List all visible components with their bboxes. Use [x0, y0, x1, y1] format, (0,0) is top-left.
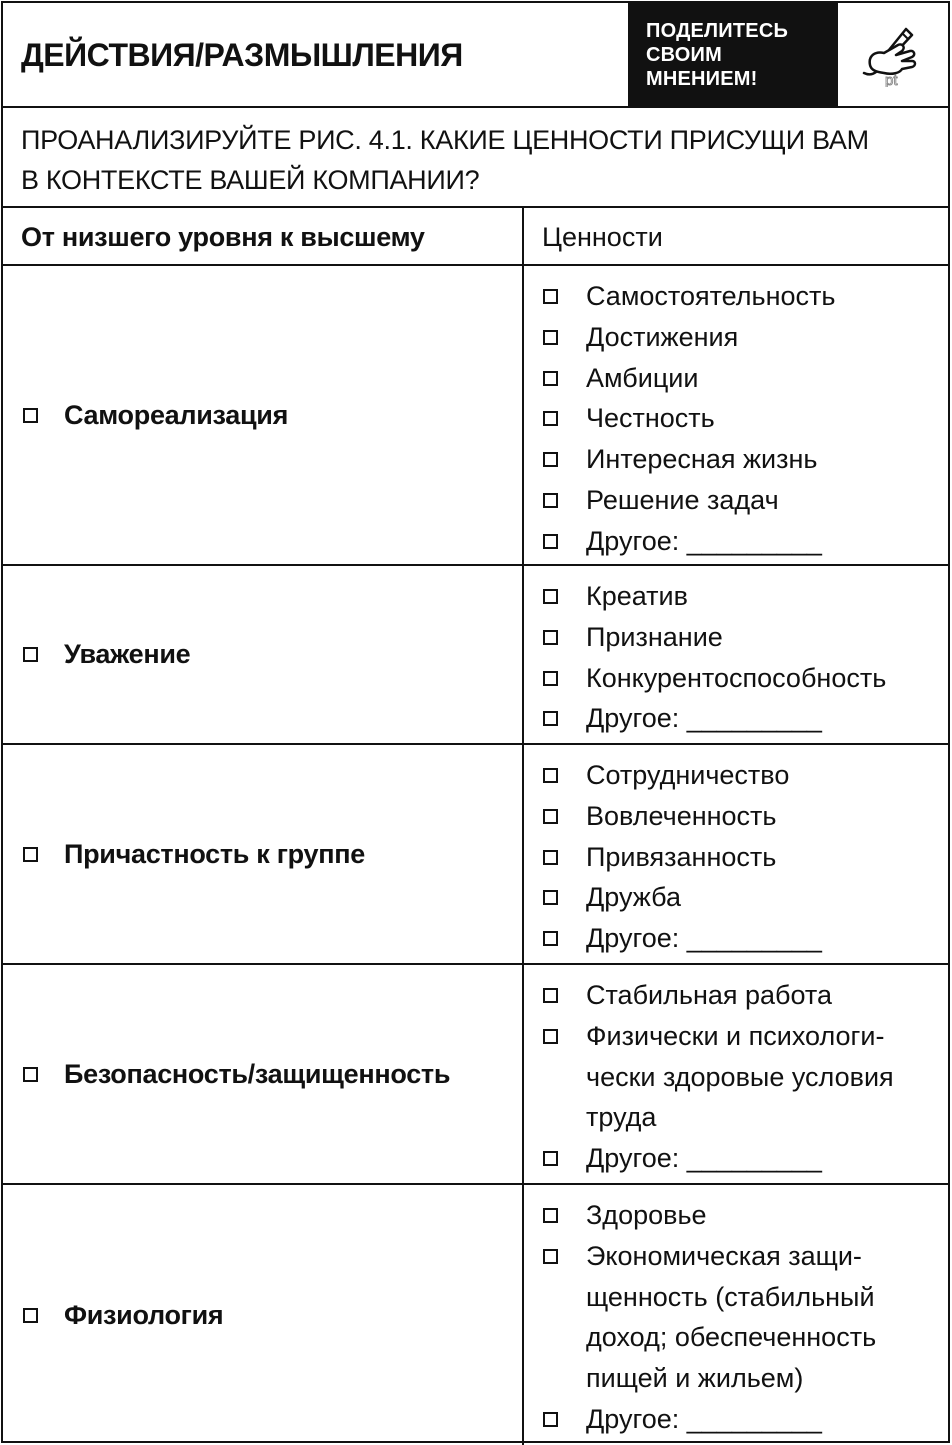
value-label: щенность (стабильный: [586, 1281, 875, 1312]
value-item: [524, 1016, 948, 1057]
level-cell: [3, 745, 522, 963]
value-item: [524, 317, 948, 358]
value-checkbox[interactable]: [543, 931, 558, 946]
value-item: [524, 439, 948, 480]
values-cell: [524, 576, 948, 739]
value-item: [524, 877, 948, 918]
value-label: Сотрудничество: [586, 760, 790, 790]
value-checkbox[interactable]: [543, 711, 558, 726]
value-checkbox[interactable]: [543, 330, 558, 345]
value-label: Привязанность: [586, 841, 777, 872]
values-cell: [524, 1195, 948, 1440]
value-label: Конкурентоспособность: [586, 662, 887, 693]
value-label: Достижения: [586, 321, 739, 352]
level-cell: [3, 566, 522, 743]
value-item: [524, 576, 948, 617]
value-checkbox[interactable]: [543, 534, 558, 549]
value-checkbox[interactable]: [543, 1208, 558, 1223]
level-label: Физиология: [64, 1299, 224, 1330]
table-row-belonging: [3, 745, 948, 965]
level-cell: [3, 266, 522, 564]
value-label: Решение задач: [586, 484, 779, 515]
value-label: Другое: _________: [586, 1143, 822, 1174]
value-checkbox[interactable]: [543, 1249, 558, 1264]
value-checkbox[interactable]: [543, 1412, 558, 1427]
value-checkbox[interactable]: [543, 768, 558, 783]
worksheet: [1, 1, 950, 1443]
column-header-levels: От низшего уровня к высшему: [3, 208, 522, 266]
question-line-2: В КОНТЕКСТЕ ВАШЕЙ КОМПАНИИ?: [21, 165, 480, 195]
value-label: Вовлеченность: [586, 800, 777, 831]
table-row-self-actualization: [3, 266, 948, 566]
header: [3, 3, 948, 108]
value-item: [524, 837, 948, 878]
question-line-1: ПРОАНАЛИЗИРУЙТЕ РИС. 4.1. КАКИЕ ЦЕННОСТИ ПРИСУЩИ ВАМ: [21, 125, 869, 155]
value-item: [524, 975, 948, 1016]
value-label: Другое: _________: [586, 923, 822, 954]
level-checkbox[interactable]: [23, 1067, 38, 1082]
level-checkbox[interactable]: [23, 647, 38, 662]
level-checkbox[interactable]: [23, 1308, 38, 1323]
level-label: Безопасность/защищенность: [64, 1058, 451, 1089]
value-checkbox[interactable]: [543, 452, 558, 467]
value-label: пищей и жильем): [586, 1363, 804, 1394]
value-label: Здоровье: [586, 1200, 707, 1230]
table-row-esteem: [3, 566, 948, 745]
column-header-values: Ценности: [524, 208, 948, 266]
value-label: труда: [586, 1102, 657, 1133]
question-text: [3, 108, 948, 208]
level-checkbox[interactable]: [23, 408, 38, 423]
value-item: [524, 796, 948, 837]
value-item-continuation: [524, 1317, 948, 1358]
value-checkbox[interactable]: [543, 809, 558, 824]
value-checkbox[interactable]: [543, 890, 558, 905]
value-checkbox[interactable]: [543, 1029, 558, 1044]
share-line-1: ПОДЕЛИТЕСЬ: [646, 20, 789, 42]
level-checkbox[interactable]: [23, 847, 38, 862]
value-label: чески здоровые условия: [586, 1061, 894, 1092]
value-item: [524, 358, 948, 399]
value-checkbox[interactable]: [543, 589, 558, 604]
value-item-other: [524, 521, 948, 562]
share-opinion-badge: [628, 3, 838, 108]
value-item: [524, 480, 948, 521]
value-item-other: [524, 1399, 948, 1440]
value-label: Другое: _________: [586, 703, 822, 734]
value-label: Амбиции: [586, 362, 699, 393]
value-label: Честность: [586, 403, 715, 434]
value-label: Креатив: [586, 581, 688, 611]
value-item: [524, 1195, 948, 1236]
value-item-continuation: [524, 1097, 948, 1138]
value-checkbox[interactable]: [543, 630, 558, 645]
value-item: [524, 617, 948, 658]
value-label: Экономическая защи-: [586, 1240, 862, 1271]
values-cell: [524, 276, 948, 562]
value-label: Физически и психологи-: [586, 1020, 885, 1051]
value-item: [524, 658, 948, 699]
value-label: Другое: _________: [586, 1403, 822, 1434]
table-row-physiology: [3, 1185, 948, 1445]
value-checkbox[interactable]: [543, 988, 558, 1003]
level-label: Уважение: [64, 639, 191, 669]
value-checkbox[interactable]: [543, 850, 558, 865]
value-label: Дружба: [586, 882, 682, 913]
value-item: [524, 1236, 948, 1277]
share-line-2: СВОИМ: [646, 44, 722, 66]
value-checkbox[interactable]: [543, 671, 558, 686]
values-cell: [524, 755, 948, 959]
value-checkbox[interactable]: [543, 493, 558, 508]
value-item-other: [524, 918, 948, 959]
table-row-safety: [3, 965, 948, 1185]
value-item-continuation: [524, 1358, 948, 1399]
value-item: [524, 276, 948, 317]
value-item-other: [524, 1138, 948, 1179]
level-label: Причастность к группе: [64, 838, 365, 869]
level-cell: [3, 1185, 522, 1445]
svg-text:pt: pt: [885, 72, 898, 87]
level-cell: [3, 965, 522, 1183]
value-checkbox[interactable]: [543, 411, 558, 426]
value-checkbox[interactable]: [543, 289, 558, 304]
value-checkbox[interactable]: [543, 371, 558, 386]
writing-hand-icon: [838, 3, 948, 108]
share-line-3: МНЕНИЕМ!: [646, 68, 758, 90]
values-cell: [524, 975, 948, 1179]
value-item-continuation: [524, 1057, 948, 1098]
value-label: Интересная жизнь: [586, 444, 818, 475]
value-item-other: [524, 698, 948, 739]
level-label: Самореализация: [64, 399, 289, 430]
value-label: доход; обеспеченность: [586, 1322, 877, 1353]
value-label: Признание: [586, 621, 723, 652]
value-label: Стабильная работа: [586, 980, 832, 1010]
value-checkbox[interactable]: [543, 1151, 558, 1166]
value-item: [524, 755, 948, 796]
value-item: [524, 398, 948, 439]
value-label: Другое: _________: [586, 525, 822, 556]
header-title: ДЕЙСТВИЯ/РАЗМЫШЛЕНИЯ: [21, 37, 463, 73]
value-label: Самостоятельность: [586, 281, 836, 311]
value-item-continuation: [524, 1277, 948, 1318]
